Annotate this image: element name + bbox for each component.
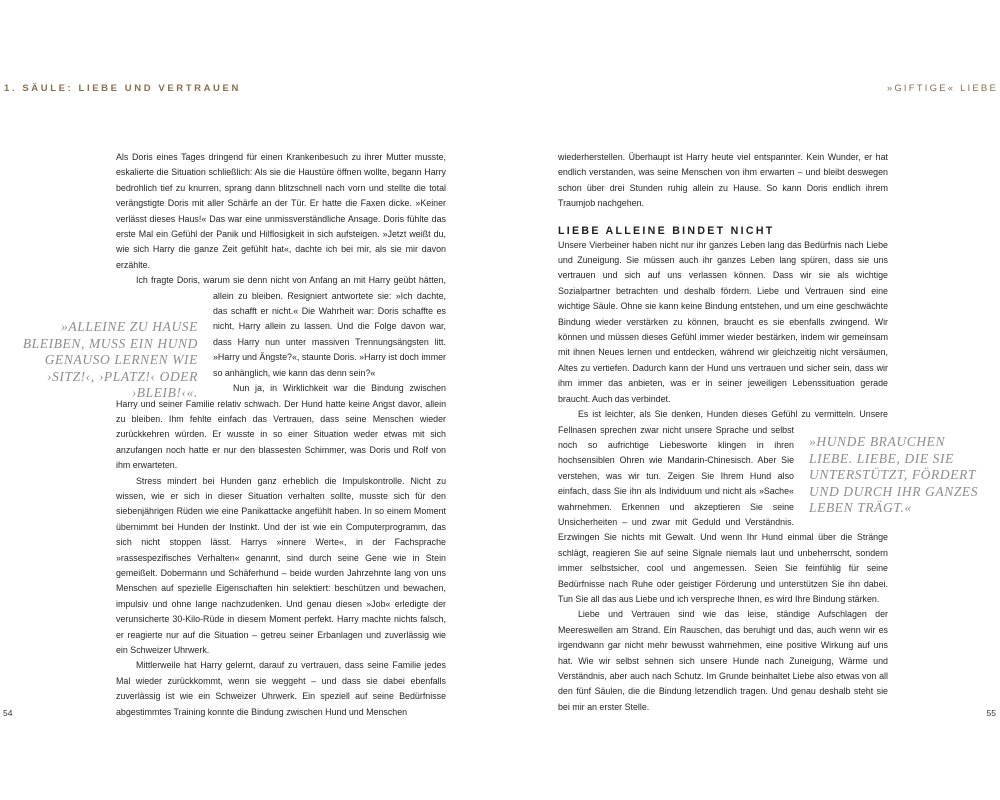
running-head-right: »GIFTIGE« LIEBE: [886, 83, 998, 94]
body-paragraph: Es ist leichter, als Sie denken, Hunden dieses Gefühl zu vermitteln. Unsere Fellnasen sprechen zwar nicht unsere Sprache und selbst noch so aufrichtige Liebesworte klingen in ihren hochsensiblen Ohren wie Mandarin-Chinesisch. Aber Sie verstehen, was wir tun. Zeigen Sie Ihrem Hund also einfach, dass Sie ihn als Individuum und nicht als »Sache« wahrnehmen. Erkennen und akzeptieren Sie seine Unsicherheiten – und zwar mit Geduld und Verständnis. Erzwingen Sie nichts mit Gewalt. Und wenn Ihr Hund einmal über die Stränge schlägt, reagieren Sie auf seine Signale niemals laut und unbeherrscht, sondern immer selbstsicher, cool und angemessen. Seien Sie feinfühlig für seine Bedürfnisse nach Ruhe oder geistiger Förderung und unterstützen Sie ihn dabei. Tun Sie all das aus Liebe und ich verspreche Ihnen, es wird Ihre Bindung stärken.: [558, 409, 888, 604]
body-paragraph: Stress mindert bei Hunden ganz erheblich die Impulskontrolle. Nicht zu wissen, wie er sich in dieser Situation verhalten sollte, musste sich für den siebenjährigen Rüden wie eine Panikattacke angefühlt haben. In so einem Moment übernimmt bei Hunden der Instinkt. Und der ist wie ein Computerprogramm, das sich nicht stoppen lässt. Harrys »innere Werte«, in der Fachsprache »rassespezifisches Verhalten« genannt, sind durch seine Gene wie in Stein gemeißelt. Dobermann und Schäferhund – beide wurden Jahrzehnte lang von uns Menschen auf spezielle Eigenschaften hin selektiert: beschützen und bewachen, impulsiv und ohne lange nachzudenken. Und genau diesen »Job« erledigte der verunsicherte 30-Kilo-Rüde in diesem Moment perfekt. Harry machte nichts falsch, er reagierte nur auf die Situation – getreu seiner Erbanlagen und zuverlässig wie ein Schweizer Uhrwerk.: [116, 475, 446, 655]
body-paragraph: Unsere Vierbeiner haben nicht nur ihr ganzes Leben lang das Bedürfnis nach Liebe und Zuneigung. Sie müssen auch ihr ganzes Leben lang spüren, dass sie uns vertrauen und sich auf uns verlassen können. Dass wir sie als wichtige Sozialpartner betrachten und deshalb fördern. Liebe und Vertrauen sind eine wichtige Säule. Ohne sie kann keine Bindung entstehen, und um eine geschwächte Bindung wieder verstärken zu können, braucht es sie ebenfalls zwingend. Wir können und müssen dieses Gefühl immer wieder bestärken, indem wir gemeinsam mit ihnen Neues lernen und entdecken, während wir gleichzeitig nicht versäumen, Altes zu vertiefen. Dadurch kann der Hund uns vertrauen und sicher sein, dass wir ihm immer das anbieten, was er in seiner jeweiligen Lebenssituation gerade braucht. Auch das verbindet.: [558, 239, 888, 404]
body-paragraph: Mittlerweile hat Harry gelernt, darauf zu vertrauen, dass seine Familie jedes Mal wieder zurückkommt, wenn sie weggeht – und dass sie dabei ebenfalls zuverlässig ist wie ein Schweizer Uhrwerk. Ein speziell auf seine Bedürfnisse abgestimmtes Training konnte die Bindung zwischen Hund und Menschen: [116, 660, 446, 717]
right-page-text-column: [558, 150, 888, 715]
body-paragraph: wiederherstellen. Überhaupt ist Harry heute viel entspannter. Kein Wunder, er hat endlich verstanden, was seine Menschen von ihm erwarten – und bleibt deswegen schon über drei Stunden ruhig allein zu Hause. So kann Doris endlich ihrem Traumjob nachgehen.: [558, 152, 888, 209]
body-paragraph: Ich fragte Doris, warum sie denn nicht von Anfang an mit Harry geübt hätten, allein zu bleiben. Resigniert antwortete sie: »Ich dachte, das schafft er nicht.« Die Wahrheit war: Doris schaffte es nicht, Harry allein zu lassen. Und die Folge davon war, dass Harry nun unter massiven Trennungsängsten litt. »Harry und Ängste?«, staunte Doris. »Harry ist doch immer so anhänglich, wie kann das denn sein?«: [136, 275, 446, 378]
body-paragraph: Liebe und Vertrauen sind wie das leise, ständige Aufschlagen der Meereswellen am Strand. Ein Rauschen, das beruhigt und das, auch wenn wir es irgendwann gar nicht mehr bewusst wahrnehmen, eine positive Wirkung auf uns hat. Wie wir selbst sehnen sich unsere Hunde nach Zuneigung, Wärme und Verständnis, aber auch nach Schutz. Im Grunde beinhaltet Liebe also etwas von all den fünf Säulen, die die Bindung letzendlich tragen. Und genau deshalb steht sie bei mir an erster Stelle.: [558, 609, 888, 712]
body-paragraph: Nun ja, in Wirklichkeit war die Bindung zwischen Harry und seiner Familie relativ schwach. Der Hund hatte keine Angst davor, allein zu bleiben. Ihm fehlte einfach das Vertrauen, dass seine Menschen wieder zurückkehren würden. Er wusste in so einer Situation weder etwas mit sich anzufangen noch hatte er nur den blassesten Schimmer, was Doris und Rolf von ihm erwarteten.: [116, 383, 446, 471]
body-paragraph: Als Doris eines Tages dringend für einen Krankenbesuch zu ihrer Mutter musste, eskalierte die Situation schließlich: Als sie die Haustüre öffnen wollte, begann Harry bedrohlich tief zu knurren, sprang dann blitzschnell nach vorn und stellte die total verängstigte Doris mit aller Schärfe an der Tür. Er hatte die Faxen dicke. »Keiner verlässt dieses Haus!« Das war eine unmissverständliche Ansage. Doris fühlte das erste Mal ein Gefühl der Panik und Hilflosigkeit in sich aufsteigen. »Jetzt weißt du, wie sich Harry die ganze Zeit gefühlt hat«, dachte ich bei mir, als sie mir davon erzählte.: [116, 152, 446, 270]
page-number-left: 54: [3, 708, 13, 718]
pull-quote-right: »HUNDE BRAUCHEN LIEBE. LIEBE, DIE SIE UNTERSTÜTZT, FÖRDERT UND DURCH IHR GANZES LEBEN TRÄGT.«: [809, 434, 979, 516]
running-head-left: 1. SÄULE: LIEBE UND VERTRAUEN: [4, 83, 241, 94]
left-page-text-column: [116, 150, 446, 720]
pull-quote-left: »ALLEINE ZU HAUSE BLEIBEN, MUSS EIN HUND GENAUSO LERNEN WIE ›SITZ!‹, ›PLATZ!‹ ODER ›BLEIB!‹«.: [22, 319, 198, 401]
page-number-right: 55: [986, 708, 996, 718]
section-subheading: LIEBE ALLEINE BINDET NICHT: [558, 224, 775, 237]
